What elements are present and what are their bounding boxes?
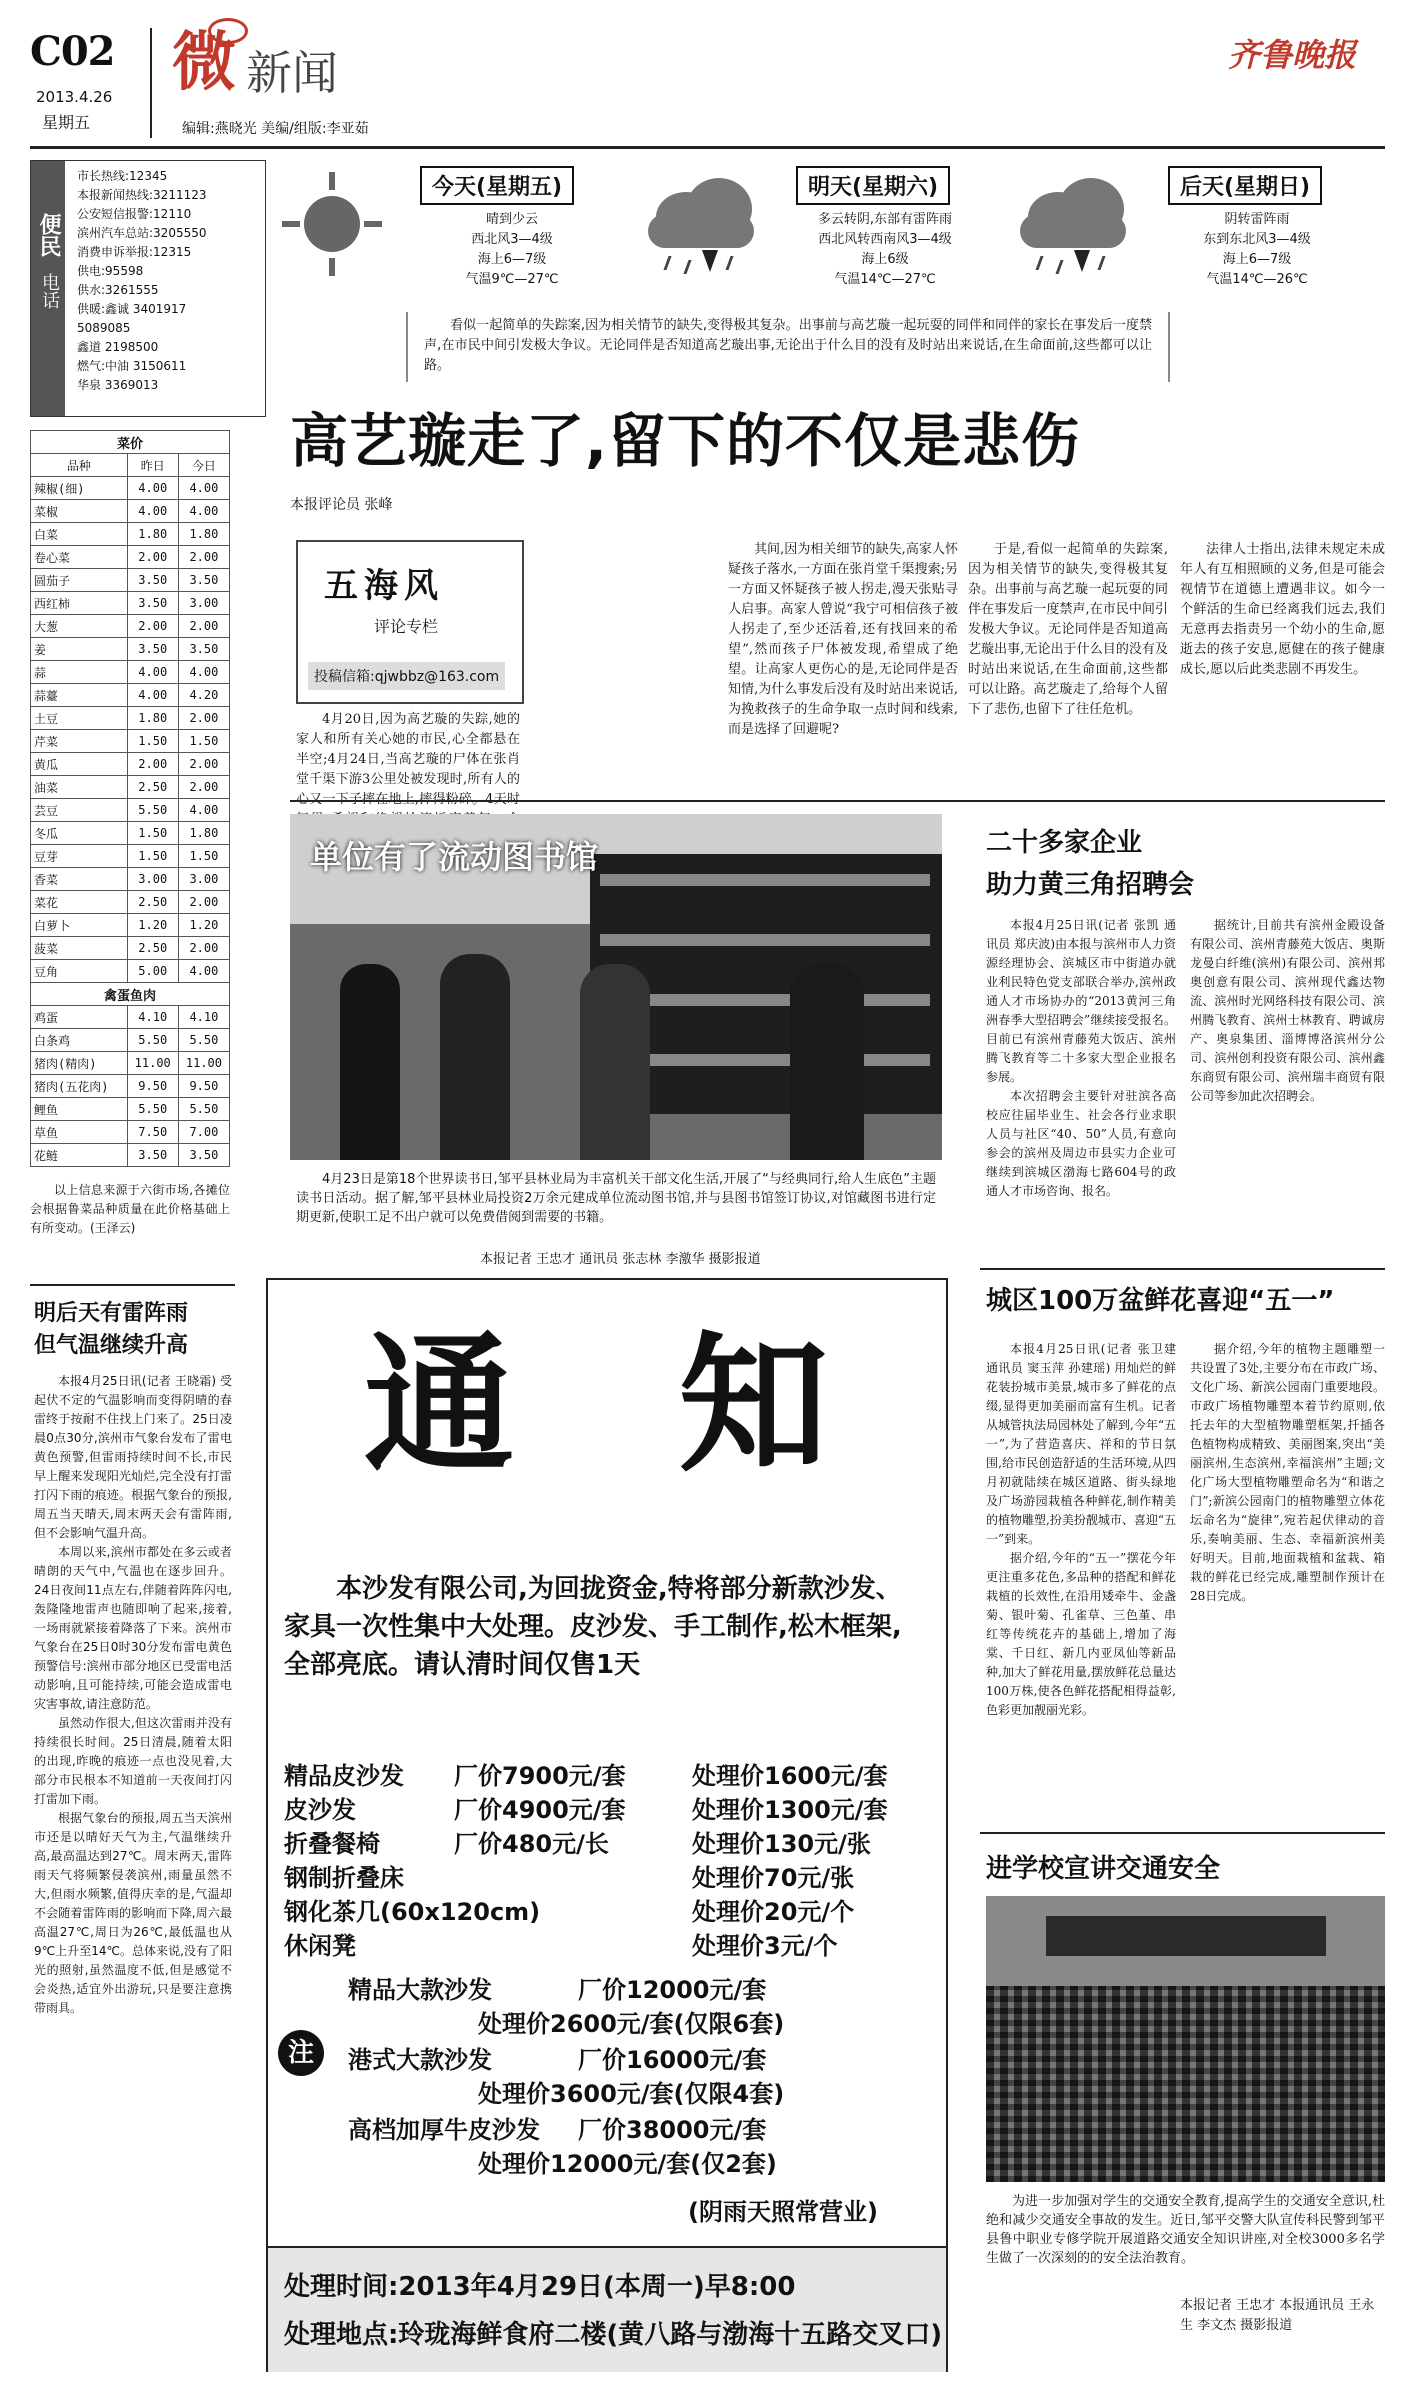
flowers-body-right [1190,1340,1385,1820]
notice-special-sale-price: 处理价12000元/套(仅2套) [478,2150,777,2178]
page-number: C02 [30,28,115,75]
veg-today: 2.00 [178,707,229,730]
veg-yesterday: 7.50 [127,1121,178,1144]
veg-yesterday: 1.20 [127,914,178,937]
notice-item-name: 皮沙发 [284,1796,356,1824]
column-sub: 评论专栏 [374,617,439,636]
notice-special-name: 高档加厚牛皮沙发 [348,2116,540,2144]
flowers-body-left [986,1340,1176,1820]
veg-yesterday: 4.00 [127,661,178,684]
veg-yesterday: 1.50 [127,822,178,845]
veg-yesterday: 2.00 [127,753,178,776]
veg-yesterday: 5.50 [127,799,178,822]
weather-story-paragraph: 根据气象台的预报,周五当天滨州市还是以晴好天气为主,气温继续升高,最高温达到27℃。周末两天,雷阵雨天气将频繁侵袭滨州,雨量虽然不大,但雨水频繁,值得庆幸的是,气温却不会随着雷阵雨的影响而下降,周六最高温27℃,周日为26℃,最低温也从9℃上升至14℃。总体来说,没有了阳光的照射,虽然温度不低,但是感觉不会炎热,适宜外出游玩,只是要注意携带雨具。 [34,1811,232,2015]
notice-note-mark-text: 注 [287,2038,314,2068]
veg-row [31,684,230,707]
veg-name: 黄瓜 [31,753,128,776]
veg-today: 4.00 [178,799,229,822]
veg-row [31,822,230,845]
section-logo-prefix: 微 [172,26,236,100]
veg-note: 以上信息来源于六街市场,各摊位会根据鲁菜品种质量在此价格基础上有所变动。(王泽云) [30,1183,230,1235]
weather-panel [272,160,1385,310]
notice-special-factory-price: 厂价12000元/套 [578,1976,767,2004]
veg-yesterday: 3.50 [127,638,178,661]
veg-row [31,1121,230,1144]
weather-line: 气温14℃—27℃ [834,272,936,287]
veg-row [31,730,230,753]
hotline-item: 市长热线:12345 [77,169,168,183]
traffic-title: 进学校宣讲交通安全 [986,1854,1221,1884]
top-story-p3: 于是,看似一起简单的失踪案,因为相关情节的缺失,变得极其复杂。出事前与高艺璇一起玩耍的同伴在事发后一度禁声,在市民中间引发极大争议。无论同伴是否知道高艺璇出事,无论出于什么目的没有及时站出来说话,在生命面前,这些都可以让路。高艺璇走了,给每个人留下了悲伤,也留下了往任危机。 [968,542,1168,717]
veg-today: 3.50 [178,638,229,661]
veg-row [31,500,230,523]
veg-row [31,1006,230,1029]
veg-row [31,1029,230,1052]
library-title: 单位有了流动图书馆 [310,838,599,876]
veg-name: 油菜 [31,776,128,799]
library-caption: 4月23日是第18个世界读书日,邹平县林业局为丰富机关干部文化生活,开展了“与经典同行,给人生底色”主题读书日活动。据了解,邹平县林业局投资2万余元建成单位流动图书馆,并与县图书馆签订协议,对馆藏图书进行定期更新,使职工足不出户就可以免费借阅到需要的书籍。 [296,1172,936,1225]
notice-item-name: 钢制折叠床 [284,1864,404,1892]
veg-row [31,546,230,569]
jobs-title2: 助力黄三角招聘会 [986,870,1195,900]
veg-name: 菠菜 [31,937,128,960]
veg-name: 芹菜 [31,730,128,753]
veg-yesterday: 2.50 [127,937,178,960]
top-story-title: 高艺璇走了,留下的不仅是悲伤 [290,407,1081,475]
veg-yesterday: 2.00 [127,615,178,638]
thunderstorm-icon [646,170,756,280]
top-story-p1: 4月20日,因为高艺璇的失踪,她的家人和所有关心她的市民,心全都悬在半空;4月24日,当高艺璇的尸体在张肖堂千渠下游3公里处被发现时,所有人的 [296,712,520,787]
veg-today: 7.00 [178,1121,229,1144]
weather-line: 气温9℃—27℃ [465,272,559,287]
veg-today: 9.50 [178,1075,229,1098]
veg-row [31,776,230,799]
veg-name: 草鱼 [31,1121,128,1144]
veg-today: 1.80 [178,523,229,546]
veg-today: 2.00 [178,891,229,914]
weather-line: 西北风3—4级 [471,232,553,247]
column-mail: 投稿信箱:qjwbbz@163.com [308,662,505,690]
weather-day-after-title: 后天(星期日) [1168,166,1322,205]
notice-special-name: 港式大款沙发 [348,2046,492,2074]
weather-story-paragraph: 本报4月25日讯(记者 王晓霜) 受起伏不定的气温影响而变得阴晴的春雷终于按耐不住找上门来了。25日凌晨0点30分,滨州市气象台发布了雷电黄色预警,但雷雨持续时间不长,市民早上醒来发现阳光灿烂,完全没有打雷打闪下雨的痕迹。根据气象台的预报,周五当天晴天,周末两天会有雷阵雨,但不会影响气温升高。 [34,1374,232,1540]
hotline-item: 公安短信报警:12110 [77,207,192,221]
traffic-body: 为进一步加强对学生的交通安全教育,提高学生的交通安全意识,杜绝和减少交通安全事故的发生。近日,邹平交警大队宣传科民警到邹平县鲁中职业专修学院开展道路交通安全知识讲座,对全校3000多名学生做了一次深刻的的安全法治教育。 [986,2194,1385,2266]
top-story-p4: 法律人士指出,法律未规定未成年人有互相照顾的义务,但是可能会视情节在道德上遭遇非议。如今一个鲜活的生命已经离我们远去,我们无意再去指责另一个幼小的生命,愿逝去的孩子安息,愿健在的孩子健康成长,愿以后此类悲剧不再发生。 [1180,542,1385,677]
hotline-item: 鑫道 2198500 [77,340,159,354]
weather-tomorrow-detail [760,210,1010,290]
veg-row [31,477,230,500]
hotline-item: 供电:95598 [77,264,144,278]
hotline-title: 便民 [36,213,61,257]
flowers-p1: 本报4月25日讯(记者 张卫建 通讯员 窦玉萍 孙建瑶) 用灿烂的鲜花装扮城市美景,城市多了鲜花的点缀,显得更加美丽而富有生机。记者从城管执法局园林处了解到,今年“五一”,为了营造喜庆、祥和的节日氛围,给市民创造舒适的生活环境,从四月初就陆续在城区道路、街头绿地及广场游园栽植各种鲜花,制作精美的植物雕塑,扮美扮靓城市、喜迎“五一”到来。 [986,1342,1176,1546]
veg-today: 2.00 [178,753,229,776]
notice-special-name: 精品大款沙发 [348,1976,492,2004]
veg-yesterday: 9.50 [127,1075,178,1098]
veg-yesterday: 2.50 [127,776,178,799]
notice-special-sale-price: 处理价3600元/套(仅限4套) [478,2080,785,2108]
flowers-p2: 据介绍,今年的“五一”摆花今年更注重多花色,多品种的搭配和鲜花栽植的长效性,在沿用矮牵牛、金盏菊、银叶菊、孔雀草、三色堇、串红等传统花卉的基础上,增加了海棠、千日红、新几内亚凤仙等新品种,加大了鲜花用量,摆放鲜花总量达100万株,使各色鲜花搭配相得益彰,色彩更加靓丽光彩。 [986,1551,1176,1717]
veg-yesterday: 2.50 [127,891,178,914]
veg-name: 姜 [31,638,128,661]
notice-note-mark [278,2030,324,2076]
veg-yesterday: 5.00 [127,960,178,983]
weather-line: 西北风转西南风3—4级 [818,232,952,247]
top-story-lead [406,312,1170,382]
veg-today: 4.00 [178,661,229,684]
person-figure [790,964,864,1160]
person-figure [340,964,400,1160]
veg-row [31,845,230,868]
veg-row [31,937,230,960]
hotline-item: 华泉 3369013 [77,378,159,392]
hotline-box [30,160,266,417]
veg-yesterday: 5.50 [127,1029,178,1052]
weather-line: 东到东北风3—4级 [1203,232,1311,247]
veg-yesterday: 4.00 [127,477,178,500]
veg-today: 1.50 [178,845,229,868]
veg-name: 豆芽 [31,845,128,868]
hotline-item: 燃气:中油 3150611 [77,359,187,373]
veg-row [31,615,230,638]
veg-name: 辣椒(细) [31,477,128,500]
veg-row [31,707,230,730]
veg-yesterday: 4.10 [127,1006,178,1029]
paper-name: 齐鲁晚报 [1228,36,1357,74]
veg-name: 圆茄子 [31,569,128,592]
column-badge [296,540,524,704]
notice-item-factory-price: 厂价7900元/套 [454,1762,626,1790]
veg-yesterday: 1.80 [127,707,178,730]
library-photo [290,814,942,1160]
notice-item-name: 休闲凳 [284,1932,356,1960]
issue-weekday: 星期五 [42,113,91,132]
weather-line: 气温14℃—26℃ [1206,272,1308,287]
column-name: 五海风 [324,566,444,606]
notice-item-sale-price: 处理价1300元/套 [692,1796,888,1824]
veg-today: 3.00 [178,592,229,615]
notice-item-factory-price: 厂价480元/长 [454,1830,609,1858]
veg-name: 白萝卜 [31,914,128,937]
jobs-body-left [986,916,1176,1266]
notice-time: 处理时间:2013年4月29日(本周一)早8:00 [284,2272,796,2302]
hotline-title2: 电话 [39,273,60,309]
weather-line: 海上6级 [861,252,909,267]
hotline-item: 消费申诉举报:12315 [77,245,192,259]
veg-today: 4.00 [178,960,229,983]
jobs-title1: 二十多家企业 [986,828,1143,858]
stage-banner [1046,1916,1326,1956]
meat-title [31,983,230,1006]
veg-today: 5.50 [178,1029,229,1052]
notice-intro: 本沙发有限公司,为回拢资金,特将部分新款沙发、家具一次性集中大处理。皮沙发、手工制作,松木框架,全部亮底。请认清时间仅售1天 [284,1574,902,1680]
veg-row [31,891,230,914]
person-figure [580,964,650,1160]
traffic-photo [986,1896,1385,2182]
weather-day-after-detail [1132,210,1382,290]
meat-title-cell: 禽蛋鱼肉 [31,983,230,1006]
veg-row [31,914,230,937]
veg-today: 4.00 [178,500,229,523]
veg-yesterday: 3.00 [127,868,178,891]
sun-icon [282,170,382,280]
veg-today: 5.50 [178,1098,229,1121]
veg-yesterday: 3.50 [127,1144,178,1167]
veg-name: 白条鸡 [31,1029,128,1052]
veg-name: 豆角 [31,960,128,983]
flowers-p3: 据介绍,今年的植物主题雕塑一共设置了3处,主要分布在市政广场、文化广场、新滨公园南门重要地段。市政广场植物雕塑本着节约原则,依托去年的大型植物雕塑框架,扦插各色植物构成精致、美丽图案,突出“美丽滨州,生态滨州,幸福滨州”主题;文化广场大型植物雕塑命名为“和谐之门”;新滨公园南门的植物雕塑立体花坛命名为“旋律”,宛若起伏律动的音乐,奏响美丽、生态、幸福新滨州美好明天。目前,地面栽植和盆栽、箱栽的鲜花已经完成,雕塑制作预计在28日完成。 [1190,1342,1385,1603]
veg-row [31,960,230,983]
veg-today: 4.20 [178,684,229,707]
veg-row [31,523,230,546]
notice-special-factory-price: 厂价38000元/套 [578,2116,767,2144]
notice-item-factory-price: 厂价4900元/套 [454,1796,626,1824]
veg-today: 3.50 [178,569,229,592]
veg-yesterday: 4.00 [127,500,178,523]
editors-line: 编辑:燕晓光 美编/组版:李亚茹 [182,121,369,137]
jobs-p2: 本次招聘会主要针对驻滨各高校应往届毕业生、社会各行业求职人员与社区“40、50”人员,有意向参会的滨州及周边市县实力企业可继续到滨城区渤海七路604号的政通人才市场咨询、报名。 [986,1089,1176,1198]
veg-name: 蒜 [31,661,128,684]
veg-row [31,592,230,615]
veg-name: 菜花 [31,891,128,914]
weather-story-paragraph: 本周以来,滨州市都处在多云或者晴朗的天气中,气温也在逐步回升。24日夜间11点左右,伴随着阵阵闪电,轰隆隆地雷声也随即响了起来,接着,一场雨就紧接着降落了下来。滨州市气象台在25日0时30分发布雷电黄色预警信号:滨州市部分地区已受雷电活动影响,且可能持续,可能会造成雷电灾害事故,请注意防范。 [34,1545,232,1711]
veg-price-box [30,430,230,1238]
library-credit: 本报记者 王忠才 通讯员 张志林 李激华 摄影报道 [480,1252,761,1267]
issue-date: 2013.4.26 [36,88,113,106]
veg-name: 菜椒 [31,500,128,523]
weather-story-paragraph: 虽然动作很大,但这次雷雨并没有持续很长时间。25日清晨,随着太阳的出现,昨晚的痕迹一点也没见着,大部分市民根本不知道前一天夜间打闪打雷加下雨。 [34,1716,232,1806]
notice-special-sale-price: 处理价2600元/套(仅限6套) [478,2010,785,2038]
veg-yesterday: 2.00 [127,546,178,569]
veg-today: 1.20 [178,914,229,937]
section-title: 新闻 [246,46,338,100]
veg-row [31,661,230,684]
veg-yesterday: 1.50 [127,845,178,868]
weather-story-body [34,1372,232,2018]
veg-today: 4.00 [178,477,229,500]
veg-yesterday: 1.50 [127,730,178,753]
hotline-item: 本报新闻热线:3211123 [77,188,207,202]
notice-ad [266,1278,948,2372]
veg-name: 猪肉(五花肉) [31,1075,128,1098]
veg-yesterday: 11.00 [127,1052,178,1075]
veg-name: 猪肉(精肉) [31,1052,128,1075]
weather-line: 晴到少云 [485,212,538,227]
notice-item-sale-price: 处理价1600元/套 [692,1762,888,1790]
veg-head [31,454,230,477]
jobs-p3: 据统计,目前共有滨州金殿设备有限公司、滨州青藤苑大饭店、奥斯龙曼白纤维(滨州)有限公司、滨州邦奥创意有限公司、滨州现代鑫达物流、滨州时光网络科技有限公司、滨州腾飞教育、滨州士林教育、聘诚房产、奥泉集团、淄博博洛滨州分公司、滨州创利投资有限公司、滨州鑫东商贸有限公司、滨州瑞丰商贸有限公司等参加此次招聘会。 [1190,918,1385,1103]
hotline-item: 5089085 [77,321,131,335]
veg-head-cell: 昨日 [127,454,178,477]
hotline-list [77,167,262,395]
veg-title [31,431,230,454]
veg-row [31,569,230,592]
veg-name: 鲤鱼 [31,1098,128,1121]
notice-footer [268,2246,946,2372]
veg-today: 2.00 [178,937,229,960]
top-story-p2: 其间,因为相关细节的缺失,高家人怀疑孩子落水,一方面在张肖堂千渠搜索;另一方面又怀疑孩子被人拐走,漫天张贴寻人启事。高家人曾说“我宁可相信孩子被人拐走了,至少还活着,还有找回来的希望”,然而孩子尸体被发现,希望成了绝望。让高家人更伤心的是,无论同伴是否知情,为什么事发后没有及时站出来说话,为挽救孩子的生命争取一点时间和线索,而是选择了回避呢? [728,542,958,737]
jobs-p1: 本报4月25日讯(记者 张凯 通讯员 郑庆波)由本报与滨州市人力资源经理协会、滨城区市中街道办就业利民特色党支部联合举办,滨州政通人才市场协办的“2013黄河三角洲春季大型招聘会”继续接受报名。目前已有滨州青藤苑大饭店、滨州腾飞教育等二十多家大型企业报名参展。 [986,918,1176,1084]
notice-item-name: 折叠餐椅 [284,1830,380,1858]
veg-today: 4.10 [178,1006,229,1029]
veg-name: 冬瓜 [31,822,128,845]
veg-today: 11.00 [178,1052,229,1075]
notice-item-sale-price: 处理价3元/个 [692,1932,838,1960]
jobs-body-right [1190,916,1385,1266]
eye-icon [208,18,248,44]
notice-title: 通 知 [364,1317,849,1493]
veg-name: 鸡蛋 [31,1006,128,1029]
weather-line: 海上6—7级 [477,252,547,267]
notice-item-sale-price: 处理价130元/张 [692,1830,871,1858]
top-story-byline: 本报评论员 张峰 [290,497,393,513]
notice-item-name: 钢化茶几(60x120cm) [284,1898,541,1926]
veg-yesterday: 3.50 [127,569,178,592]
weather-line: 多云转阴,东部有雷阵雨 [817,212,953,227]
veg-name: 花鲢 [31,1144,128,1167]
veg-row [31,1098,230,1121]
hotline-item: 滨州汽车总站:3205550 [77,226,207,240]
veg-head-cell: 品种 [31,454,128,477]
veg-name: 大葱 [31,615,128,638]
veg-yesterday: 3.50 [127,592,178,615]
weather-line: 阴转雷阵雨 [1224,212,1290,227]
veg-name: 土豆 [31,707,128,730]
veg-yesterday: 4.00 [127,684,178,707]
veg-head-cell: 今日 [178,454,229,477]
veg-row [31,753,230,776]
veg-today: 3.50 [178,1144,229,1167]
veg-today: 2.00 [178,615,229,638]
notice-special-list [328,1970,938,2180]
veg-name: 白菜 [31,523,128,546]
veg-today: 2.00 [178,546,229,569]
traffic-credit: 本报记者 王忠才 本报通讯员 王永生 李文杰 摄影报道 [1180,2298,1375,2333]
veg-name: 蒜薹 [31,684,128,707]
flowers-title: 城区100万盆鲜花喜迎“五一” [986,1286,1335,1316]
weather-today [272,160,642,310]
veg-yesterday: 1.80 [127,523,178,546]
weather-story-title2: 但气温继续升高 [34,1333,189,1358]
veg-row [31,1075,230,1098]
hotline-item: 供暖:鑫诚 3401917 [77,302,187,316]
weather-today-detail [392,210,632,290]
hotline-item: 供水:3261555 [77,283,159,297]
veg-title-cell: 菜价 [31,431,230,454]
weather-today-title: 今天(星期五) [420,166,574,205]
veg-today: 1.80 [178,822,229,845]
veg-today: 1.50 [178,730,229,753]
weather-story-title1: 明后天有雷阵雨 [34,1301,189,1326]
veg-name: 芸豆 [31,799,128,822]
veg-row [31,799,230,822]
notice-item-name: 精品皮沙发 [284,1762,404,1790]
veg-today: 2.00 [178,776,229,799]
weather-line: 海上6—7级 [1222,252,1292,267]
notice-item-sale-price: 处理价70元/张 [692,1864,855,1892]
veg-row [31,868,230,891]
weather-tomorrow-title: 明天(星期六) [796,166,950,205]
thunderstorm-icon [1018,170,1128,280]
veg-row [31,638,230,661]
notice-place: 处理地点:玲珑海鲜食府二楼(黄八路与渤海十五路交叉口) [284,2320,943,2350]
veg-row [31,1052,230,1075]
veg-name: 卷心菜 [31,546,128,569]
notice-special-factory-price: 厂价16000元/套 [578,2046,767,2074]
lead-text: 看似一起简单的失踪案,因为相关情节的缺失,变得极其复杂。出事前与高艺璇一起玩耍的同伴和同伴的家长在事发后一度禁声,在市民中间引发极大争议。无论同伴是否知道高艺璇出事,无论出于什么目的没有及时站出来说话,在生命面前,这些都可以让路。 [424,318,1152,373]
veg-row [31,1144,230,1167]
veg-today: 3.00 [178,868,229,891]
weather-day-after [1014,160,1385,310]
notice-rain: (阴雨天照常营业) [688,2198,878,2226]
veg-name: 西红柿 [31,592,128,615]
veg-price-table [30,430,230,1167]
veg-yesterday: 5.50 [127,1098,178,1121]
masthead [0,0,1417,150]
person-figure [440,954,510,1160]
notice-item-list [284,1756,934,1966]
veg-name: 香菜 [31,868,128,891]
weather-tomorrow [642,160,1014,310]
notice-item-sale-price: 处理价20元/个 [692,1898,855,1926]
top-story-p1b [530,540,710,740]
